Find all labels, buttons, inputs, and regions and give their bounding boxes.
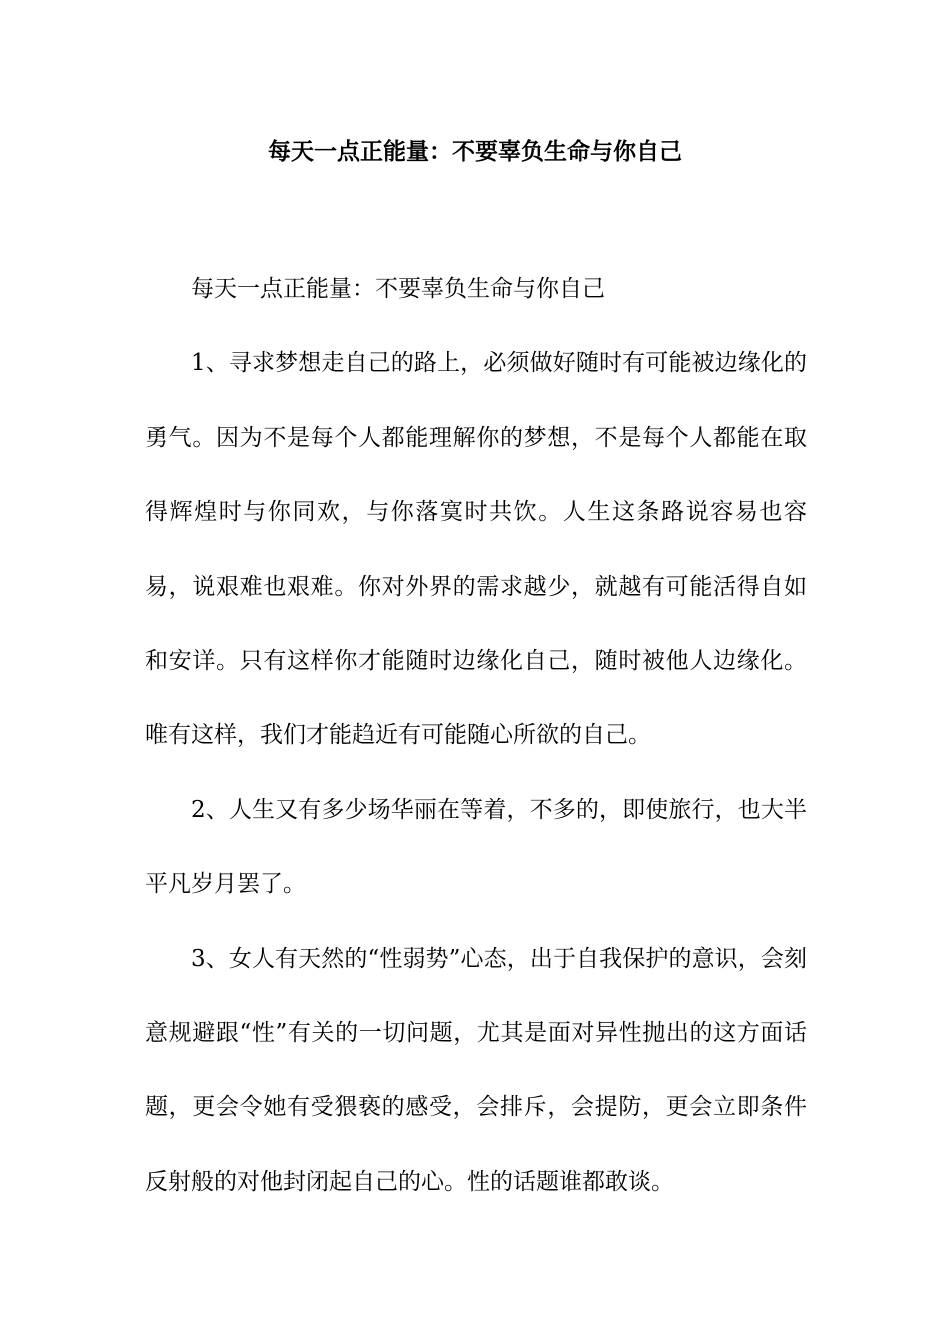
paragraph-subtitle: 每天一点正能量：不要辜负生命与你自己	[191, 276, 605, 302]
paragraph-1: 1、寻求梦想走自己的路上，必须做好随时有可能被边缘化的勇气。因为不是每个人都能理解你的梦想，不是每个人都能在取得辉煌时与你同欢，与你落寞时共饮。人生这条路说容易也容易，说艰难也艰难。你对外界的需求越少，就越有可能活得自如和安详。只有这样你才能随时边缘化自己，随时被他人边缘化。唯有这样，我们才能趋近有可能随心所欲的自己。	[145, 350, 807, 749]
document-body	[145, 252, 807, 1219]
paragraph-3: 3、女人有天然的“性弱势”心态，出于自我保护的意识，会刻意规避跟“性”有关的一切问题，尤其是面对异性抛出的这方面话题，更会令她有受猥亵的感受，会排斥，会提防，更会立即条件反射般的对他封闭起自己的心。性的话题谁都敢谈。	[145, 945, 807, 1195]
paragraph-2: 2、人生又有多少场华丽在等着，不多的，即使旅行，也大半平凡岁月罢了。	[145, 796, 807, 898]
document-title: 每天一点正能量：不要辜负生命与你自己	[268, 139, 682, 165]
